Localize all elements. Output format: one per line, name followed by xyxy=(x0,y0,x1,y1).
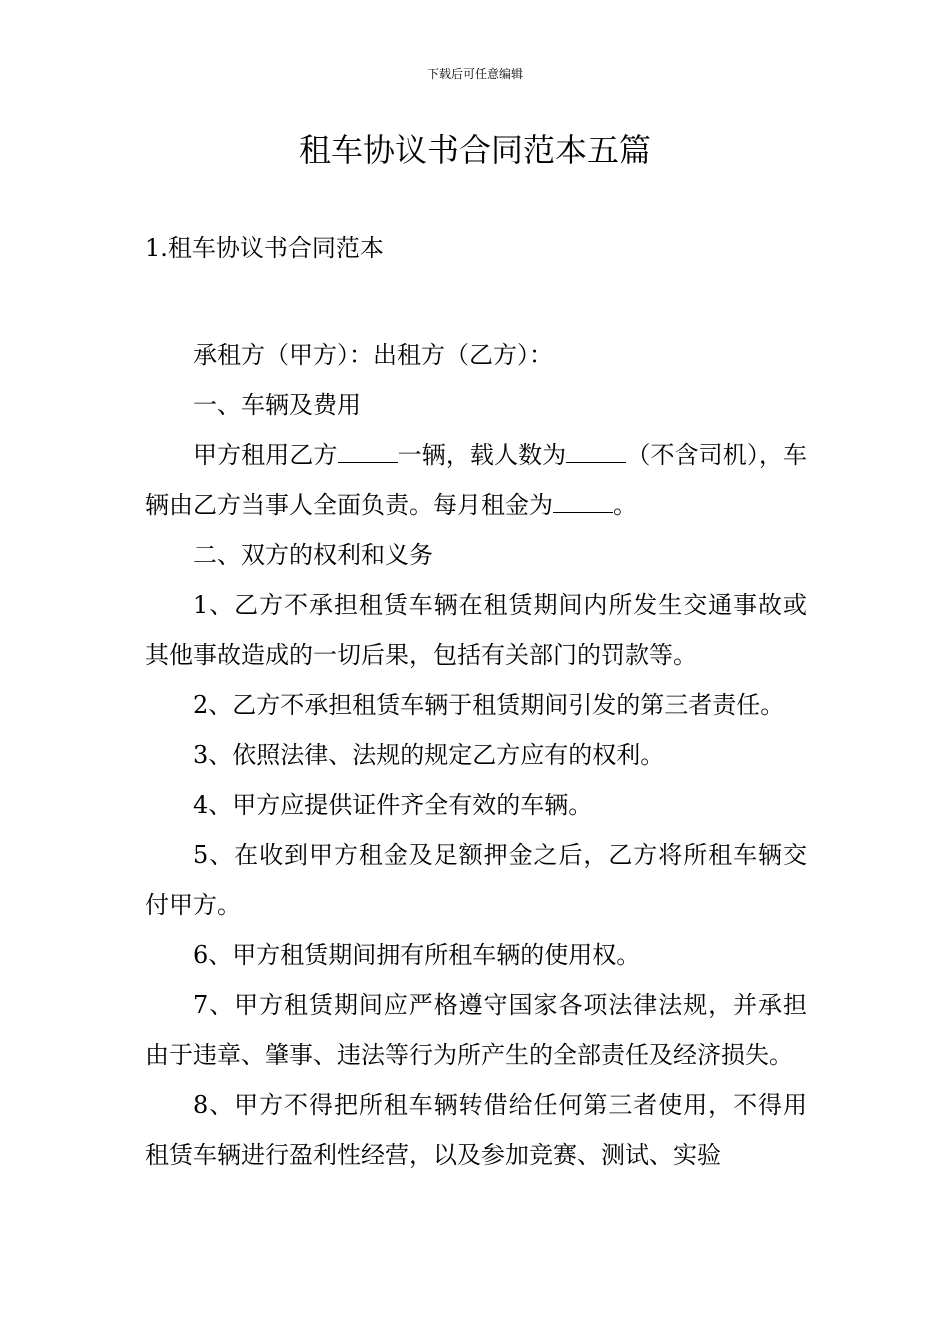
heading-rights-obligations: 二、双方的权利和义务 xyxy=(193,541,433,569)
clause: 5、在收到甲方租金及足额押金之后，乙方将所租车辆交付甲方。 xyxy=(145,841,807,919)
vehicle-text-a: 甲方租用乙方 xyxy=(193,441,338,469)
clause: 2、乙方不承担租赁车辆于租赁期间引发的第三者责任。 xyxy=(193,691,785,719)
blank-passengers xyxy=(566,442,626,463)
document-title: 租车协议书合同范本五篇 xyxy=(298,131,651,169)
document-body xyxy=(145,330,807,1180)
heading-vehicle-fees: 一、车辆及费用 xyxy=(193,391,361,419)
vehicle-paragraph xyxy=(145,430,807,530)
vehicle-text-b: 一辆，载人数为 xyxy=(397,441,567,469)
clause: 4、甲方应提供证件齐全有效的车辆。 xyxy=(193,791,593,819)
vehicle-text-d: 。 xyxy=(613,491,637,519)
parties-line: 承租方（甲方）：出租方（乙方）： xyxy=(193,341,553,369)
vehicle-text-c: （不含司机），车辆由乙方当事人全面负责。每月租金为 xyxy=(145,441,808,519)
clause: 1、乙方不承担租赁车辆在租赁期间内所发生交通事故或其他事故造成的一切后果，包括有关部门的罚款等。 xyxy=(145,591,807,669)
blank-rent xyxy=(553,492,613,513)
header-note: 下载后可任意编辑 xyxy=(426,67,523,81)
clause: 6、甲方租赁期间拥有所租车辆的使用权。 xyxy=(193,941,641,969)
clause: 3、依照法律、法规的规定乙方应有的权利。 xyxy=(193,741,665,769)
section-heading: 1.租车协议书合同范本 xyxy=(145,234,384,262)
clause: 7、甲方租赁期间应严格遵守国家各项法律法规，并承担由于违章、肇事、违法等行为所产生的全部责任及经济损失。 xyxy=(145,991,807,1069)
blank-vehicle xyxy=(338,442,398,463)
clause: 8、甲方不得把所租车辆转借给任何第三者使用，不得用租赁车辆进行盈利性经营，以及参加竞赛、测试、实验 xyxy=(145,1091,807,1169)
